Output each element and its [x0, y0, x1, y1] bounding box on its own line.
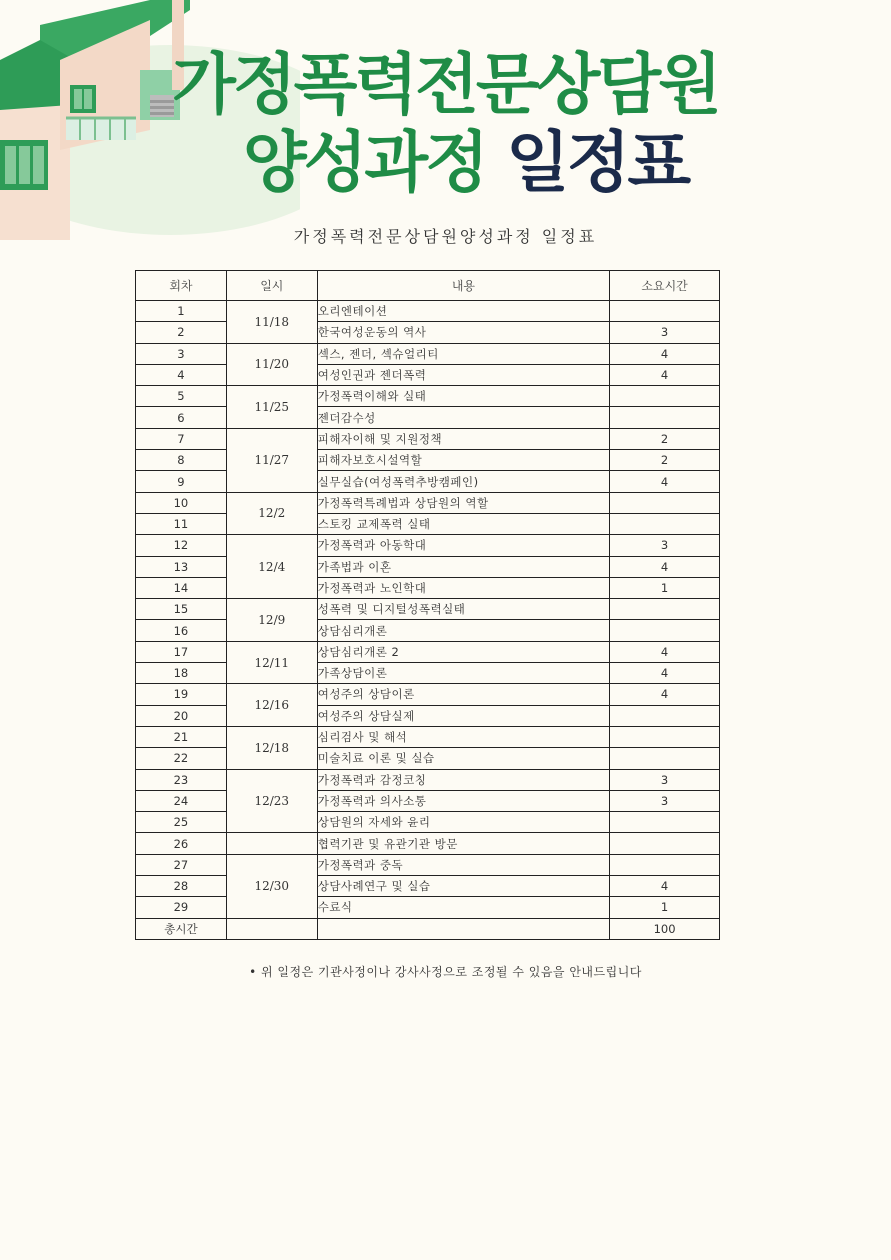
session-hours — [610, 301, 720, 322]
session-number: 25 — [136, 812, 227, 833]
session-content: 가정폭력과 아동학대 — [317, 535, 609, 556]
session-number: 27 — [136, 854, 227, 875]
table-row — [136, 769, 720, 790]
session-date: 11/20 — [226, 343, 317, 386]
session-content: 상담사례연구 및 실습 — [317, 876, 609, 897]
document-heading: 가정폭력전문상담원양성과정 일정표 — [293, 227, 598, 246]
session-hours — [610, 492, 720, 513]
session-hours: 2 — [610, 428, 720, 449]
session-content: 실무실습(여성폭력추방캠페인) — [317, 471, 609, 492]
title-schedule: 일정표 — [505, 124, 689, 201]
session-date — [226, 833, 317, 854]
session-number: 10 — [136, 492, 227, 513]
session-number: 8 — [136, 450, 227, 471]
session-hours: 4 — [610, 364, 720, 385]
total-empty-date — [226, 918, 317, 939]
table-row — [136, 812, 720, 833]
session-number: 5 — [136, 386, 227, 407]
table-row — [136, 705, 720, 726]
table-row — [136, 471, 720, 492]
session-content: 성폭력 및 디지털성폭력실태 — [317, 599, 609, 620]
session-hours: 3 — [610, 535, 720, 556]
session-hours — [610, 407, 720, 428]
session-date: 12/2 — [226, 492, 317, 535]
session-hours: 4 — [610, 343, 720, 364]
session-number: 20 — [136, 705, 227, 726]
session-number: 26 — [136, 833, 227, 854]
session-date: 12/16 — [226, 684, 317, 727]
header-session: 회차 — [136, 271, 227, 301]
session-number: 29 — [136, 897, 227, 918]
table-row — [136, 854, 720, 875]
session-content: 협력기관 및 유관기관 방문 — [317, 833, 609, 854]
session-hours — [610, 386, 720, 407]
header-date: 일시 — [226, 271, 317, 301]
session-hours: 3 — [610, 769, 720, 790]
session-date: 11/27 — [226, 428, 317, 492]
session-content: 오리엔테이션 — [317, 301, 609, 322]
session-content: 피해자보호시설역할 — [317, 450, 609, 471]
session-number: 21 — [136, 726, 227, 747]
session-number: 14 — [136, 577, 227, 598]
table-row — [136, 556, 720, 577]
session-hours — [610, 854, 720, 875]
table-row — [136, 726, 720, 747]
session-content: 가정폭력과 중독 — [317, 854, 609, 875]
session-number: 11 — [136, 513, 227, 534]
table-row — [136, 620, 720, 641]
session-number: 6 — [136, 407, 227, 428]
session-number: 13 — [136, 556, 227, 577]
title-line-1: 가정폭력전문상담원 — [172, 46, 719, 123]
session-content: 상담심리개론 2 — [317, 641, 609, 662]
header-content: 내용 — [317, 271, 609, 301]
session-date: 12/18 — [226, 726, 317, 769]
session-hours: 2 — [610, 450, 720, 471]
session-content: 수료식 — [317, 897, 609, 918]
table-row — [136, 897, 720, 918]
table-row — [136, 833, 720, 854]
session-number: 12 — [136, 535, 227, 556]
table-row — [136, 450, 720, 471]
session-content: 심리검사 및 해석 — [317, 726, 609, 747]
table-row — [136, 428, 720, 449]
session-content: 미술치료 이론 및 실습 — [317, 748, 609, 769]
session-number: 9 — [136, 471, 227, 492]
session-number: 7 — [136, 428, 227, 449]
session-hours: 4 — [610, 641, 720, 662]
session-hours — [610, 513, 720, 534]
session-number: 15 — [136, 599, 227, 620]
table-row — [136, 535, 720, 556]
total-hours: 100 — [610, 918, 720, 939]
table-row — [136, 641, 720, 662]
session-hours: 1 — [610, 577, 720, 598]
session-content: 가정폭력이해와 실태 — [317, 386, 609, 407]
schedule-note: • 위 일정은 기관사정이나 강사사정으로 조정될 수 있음을 안내드립니다 — [249, 965, 642, 979]
table-row — [136, 876, 720, 897]
session-number: 16 — [136, 620, 227, 641]
session-content: 상담심리개론 — [317, 620, 609, 641]
session-hours: 1 — [610, 897, 720, 918]
session-hours — [610, 705, 720, 726]
session-date: 12/23 — [226, 769, 317, 833]
table-row — [136, 386, 720, 407]
session-number: 4 — [136, 364, 227, 385]
session-hours — [610, 599, 720, 620]
table-row — [136, 663, 720, 684]
session-hours: 4 — [610, 684, 720, 705]
table-header-row — [136, 271, 720, 301]
table-row — [136, 364, 720, 385]
table-row — [136, 684, 720, 705]
table-row — [136, 790, 720, 811]
session-content: 젠더감수성 — [317, 407, 609, 428]
session-hours — [610, 726, 720, 747]
table-row — [136, 322, 720, 343]
session-content: 피해자이해 및 지원정책 — [317, 428, 609, 449]
session-content: 여성인권과 젠더폭력 — [317, 364, 609, 385]
session-number: 28 — [136, 876, 227, 897]
session-hours: 4 — [610, 471, 720, 492]
session-number: 3 — [136, 343, 227, 364]
session-date: 12/4 — [226, 535, 317, 599]
session-hours — [610, 620, 720, 641]
title-line-2 — [40, 124, 891, 202]
session-number: 17 — [136, 641, 227, 662]
session-number: 1 — [136, 301, 227, 322]
session-content: 가정폭력과 노인학대 — [317, 577, 609, 598]
session-hours — [610, 812, 720, 833]
session-number: 2 — [136, 322, 227, 343]
table-row — [136, 343, 720, 364]
session-hours: 4 — [610, 556, 720, 577]
total-empty-content — [317, 918, 609, 939]
session-date: 11/18 — [226, 301, 317, 344]
session-content: 가족법과 이혼 — [317, 556, 609, 577]
table-row — [136, 513, 720, 534]
session-content: 스토킹 교제폭력 실태 — [317, 513, 609, 534]
session-hours: 4 — [610, 663, 720, 684]
session-content: 섹스, 젠더, 섹슈얼리티 — [317, 343, 609, 364]
total-row — [136, 918, 720, 939]
session-date: 11/25 — [226, 386, 317, 429]
session-number: 24 — [136, 790, 227, 811]
session-hours: 4 — [610, 876, 720, 897]
session-number: 19 — [136, 684, 227, 705]
table-row — [136, 301, 720, 322]
session-date: 12/30 — [226, 854, 317, 918]
table-row — [136, 577, 720, 598]
session-content: 가정폭력과 감정코칭 — [317, 769, 609, 790]
session-number: 23 — [136, 769, 227, 790]
session-date: 12/11 — [226, 641, 317, 684]
header-hours: 소요시간 — [610, 271, 720, 301]
table-row — [136, 599, 720, 620]
session-content: 가정폭력특례법과 상담원의 역할 — [317, 492, 609, 513]
session-content: 가정폭력과 의사소통 — [317, 790, 609, 811]
session-date: 12/9 — [226, 599, 317, 642]
session-content: 여성주의 상담이론 — [317, 684, 609, 705]
session-number: 22 — [136, 748, 227, 769]
session-content: 여성주의 상담실제 — [317, 705, 609, 726]
table-row — [136, 407, 720, 428]
table-row — [136, 748, 720, 769]
session-number: 18 — [136, 663, 227, 684]
session-content: 가족상담이론 — [317, 663, 609, 684]
session-content: 한국여성운동의 역사 — [317, 322, 609, 343]
schedule-table — [135, 270, 720, 940]
poster-title — [0, 46, 891, 202]
table-row — [136, 492, 720, 513]
session-hours: 3 — [610, 790, 720, 811]
title-course: 양성과정 — [242, 124, 486, 201]
session-hours — [610, 748, 720, 769]
session-content: 상담원의 자세와 윤리 — [317, 812, 609, 833]
session-hours — [610, 833, 720, 854]
schedule-body — [136, 301, 720, 919]
session-hours: 3 — [610, 322, 720, 343]
total-label: 총시간 — [136, 918, 227, 939]
